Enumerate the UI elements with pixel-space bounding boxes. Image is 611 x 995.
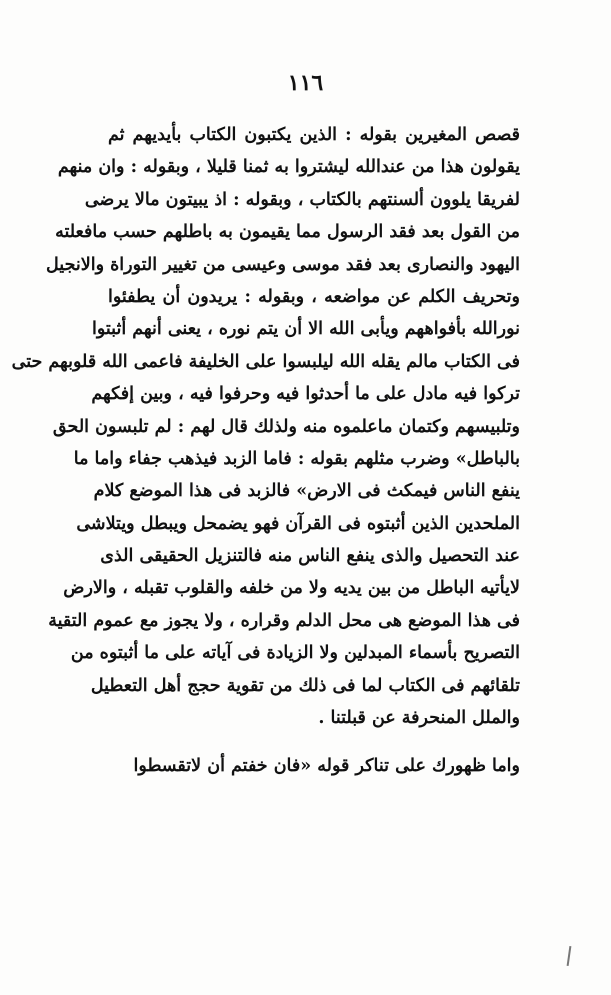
- text-line-12: ينفع الناس فيمكث فى الارض» فالزبد فى هذا الموضع كلام: [93, 481, 520, 502]
- text-line-9: تركوا فيه مادل على ما أحدثوا فيه وحرفوا فيه ، وبين إفكهم: [91, 384, 520, 405]
- text-line-5: اليهود والنصارى بعد فقد موسى وعيسى من تغيير التوراة والانجيل: [46, 254, 520, 275]
- text-line-15: لايأتيه الباطل من بين يديه ولا من خلفه والقلوب تقبله ، والارض: [63, 578, 520, 599]
- text-line-6: وتحريف الكلم عن مواضعه ، وبقوله : يريدون أن يطفئوا: [108, 286, 520, 307]
- next-paragraph-line: واما ظهورك على تناكر قوله «فان خفتم أن لاتقسطوا: [133, 756, 520, 777]
- page-body-text: [11, 119, 520, 783]
- text-line-10: وتلبيسهم وكتمان ماعلموه منه ولذلك قال لهم : لم تلبسون الحق: [52, 416, 520, 437]
- page-number: ١١٦: [287, 70, 324, 96]
- text-line-14: عند التحصيل والذى ينفع الناس منه فالتنزيل الحقيقى الذى: [100, 546, 520, 567]
- text-line-17: التصريح بأسماء المبدلين ولا الزيادة فى آياته على ما أثبتوه من: [70, 643, 520, 664]
- text-line-18: تلقائهم فى الكتاب لما فى ذلك من تقوية حجج أهل التعطيل: [90, 675, 520, 696]
- text-line-4: من القول بعد فقد الرسول مما يقيمون به باطلهم حسب مافعلته: [55, 222, 520, 243]
- text-line-11: بالباطل» وضرب مثلهم بقوله : فاما الزبد فيذهب جفاء واما ما: [73, 448, 520, 469]
- margin-mark: [567, 946, 572, 966]
- text-line-1: قصص المغيرين بقوله : الذين يكتبون الكتاب بأيديهم ثم: [108, 125, 520, 145]
- text-line-7: نورالله بأفواههم ويأبى الله الا أن يتم نوره ، يعنى أنهم أثبتوا: [92, 319, 520, 340]
- text-line-3: لفريقا يلوون ألسنتهم بالكتاب ، وبقوله : اذ يبيتون مالا يرضى: [84, 189, 520, 210]
- text-line-13: الملحدين الذين أثبتوه فى القرآن فهو يضمحل ويبطل ويتلاشى: [76, 513, 520, 534]
- text-line-8: فى الكتاب مالم يقله الله ليلبسوا على الخليفة فاعمى الله قلوبهم حتى: [11, 351, 520, 372]
- paragraph-end-line: والملل المنحرفة عن قبلتنا .: [318, 708, 520, 729]
- text-line-2: يقولون هذا من عندالله ليشتروا به ثمنا قليلا ، وبقوله : وان منهم: [57, 157, 520, 178]
- text-line-16: فى هذا الموضع هى محل الدلم وقراره ، ولا يجوز مع عموم التقية: [48, 610, 520, 631]
